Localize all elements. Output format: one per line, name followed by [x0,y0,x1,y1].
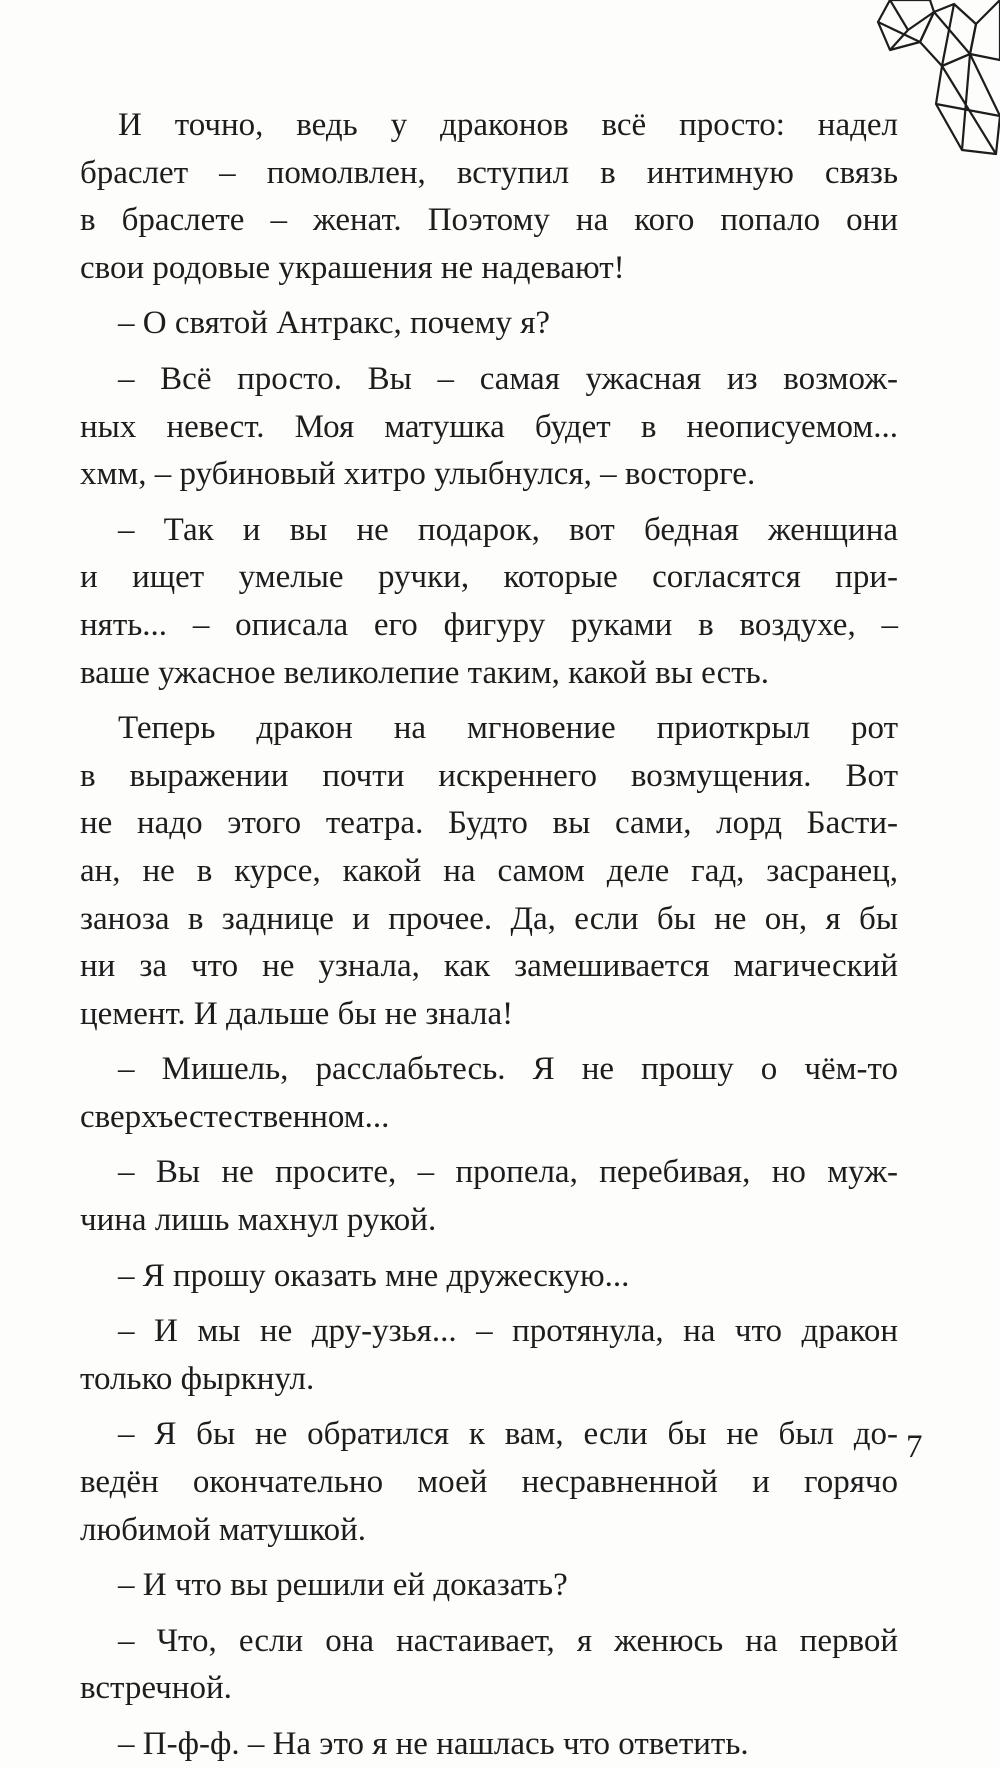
text-line: свои родовые украшения не надевают! [80,249,625,286]
paragraph [80,1308,898,1403]
paragraph-spacing [80,292,898,300]
paragraph-spacing [80,499,898,507]
text-line: ан, не в курсе, какой на самом деле гад, засранец, [80,852,898,889]
text-line: ни за что не узнала, как замешивается магический [80,948,898,985]
text-line: только фыркнул. [80,1360,315,1397]
paragraph [80,1721,898,1769]
text-line: – Всё просто. Вы – самая ужасная из возмож- [118,360,898,397]
paragraph [80,1046,898,1141]
paragraph-spacing [80,1554,898,1562]
paragraph-spacing [80,1038,898,1046]
paragraph-spacing [80,1610,898,1618]
paragraph [80,102,898,292]
paragraph [80,356,898,499]
text-line: цемент. И дальше бы не знала! [80,995,514,1032]
text-line: – Мишель, расслабьтесь. Я не прошу о чём-то [118,1051,898,1088]
paragraph-spacing [80,348,898,356]
paragraph [80,705,898,1038]
text-line: – Так и вы не подарок, вот бедная женщина [118,511,898,548]
text-line: браслет – помолвлен, вступил в интимную связь [80,154,898,191]
paragraph [80,1562,898,1610]
text-line: – Вы не просите, – пропела, перебивая, но муж- [118,1154,898,1191]
paragraph [80,1618,898,1713]
text-line: сверхъестественном... [80,1098,390,1135]
text-line: – И что вы решили ей доказать? [118,1567,568,1604]
text-line: – О святой Антракс, почему я? [118,305,551,342]
text-line: ведён окончательно моей несравненной и горячо [80,1464,898,1501]
text-line: не надо этого театра. Будто вы сами, лорд Басти- [80,805,898,842]
text-line: – Я прошу оказать мне дружескую... [118,1257,630,1294]
paragraph-spacing [80,1403,898,1411]
paragraph-spacing [80,1713,898,1721]
page-number: 7 [906,1429,923,1465]
paragraph-spacing [80,697,898,705]
text-line: любимой матушкой. [80,1511,366,1548]
text-line: ных невест. Моя матушка будет в неописуемом... [80,408,898,445]
text-line: – П-ф-ф. – На это я не нашлась что ответить. [118,1726,749,1762]
paragraph [80,1411,898,1554]
page-text [80,102,898,1769]
paragraph [80,1253,898,1301]
text-line: в выражении почти искреннего возмущения. Вот [80,757,898,794]
text-line: И точно, ведь у драконов всё просто: надел [118,107,898,143]
paragraph [80,507,898,697]
paragraph-spacing [80,1141,898,1149]
text-line: ваше ужасное великолепие таким, какой вы есть. [80,654,769,691]
paragraph-spacing [80,1300,898,1308]
text-line: – И мы не дру-узья... – протянула, на что дракон [118,1313,898,1350]
text-line: нять... – описала его фигуру руками в воздухе, – [80,606,898,643]
text-line: – Я бы не обратился к вам, если бы не был до- [118,1416,898,1453]
text-line: и ищет умелые ручки, которые согласятся при- [80,559,898,596]
text-line: заноза в заднице и прочее. Да, если бы не он, я бы [80,900,898,937]
text-line: хмм, – рубиновый хитро улыбнулся, – восторге. [80,456,756,493]
paragraph [80,1149,898,1244]
paragraph [80,300,898,348]
text-line: – Что, если она настаивает, я женюсь на первой [118,1622,898,1659]
paragraph-spacing [80,1245,898,1253]
text-line: встречной. [80,1670,232,1707]
text-line: в браслете – женат. Поэтому на кого попало они [80,202,898,239]
text-line: чина лишь махнул рукой. [80,1202,437,1239]
text-line: Теперь дракон на мгновение приоткрыл рот [118,710,898,747]
